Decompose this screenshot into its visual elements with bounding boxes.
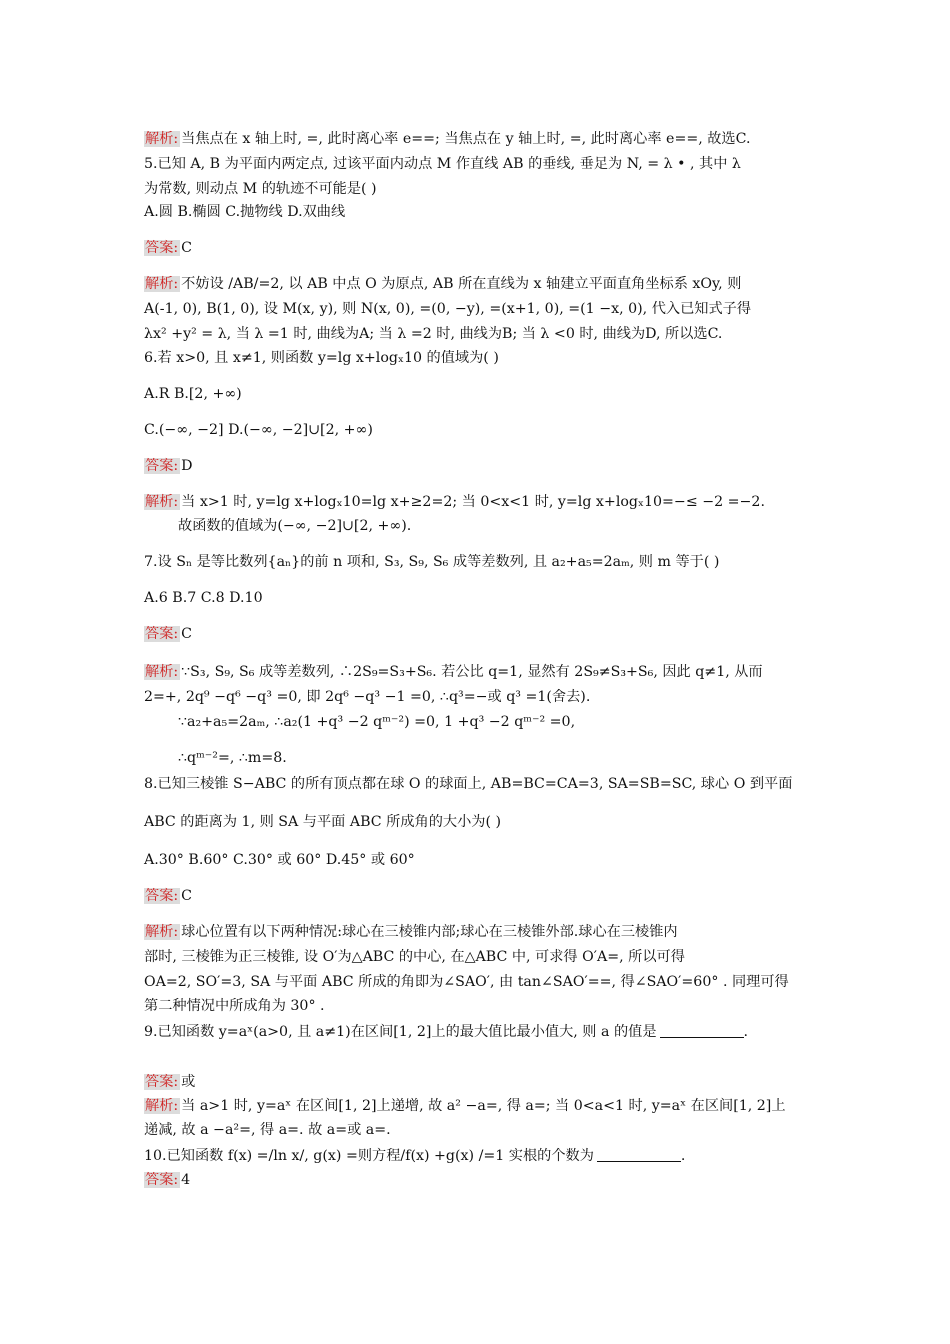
- answer-label: 答案:: [145, 240, 179, 256]
- text: C: [181, 888, 193, 904]
- fill-in-blank: [660, 1023, 744, 1038]
- text: ∵S₃, S₉, S₆ 成等差数列, ∴2S₉=S₃+S₆. 若公比 q=1, 显然有 2S₉≠S₃+S₆, 因此 q≠1, 从而: [181, 664, 763, 680]
- text: 4: [181, 1172, 191, 1188]
- text: 或: [181, 1074, 196, 1090]
- answer-line-q7: [144, 624, 192, 644]
- question-8-options: [144, 850, 415, 870]
- text: 为常数, 则动点 M 的轨迹不可能是( ): [144, 181, 377, 197]
- text: 故函数的值域为(−∞, −2]∪[2, +∞).: [178, 518, 412, 534]
- question-5-stem: [144, 154, 741, 174]
- text: 部时, 三棱锥为正三棱锥, 设 O′为△ABC 的中心, 在△ABC 中, 可求得 O′A=, 所以可得: [144, 949, 685, 965]
- text: A.R B.[2, +∞): [144, 386, 242, 402]
- analysis-q6-cont: [178, 516, 411, 536]
- analysis-q8-cont-1: [144, 947, 685, 967]
- text: 5.已知 A, B 为平面内两定点, 过该平面内动点 M 作直线 AB 的垂线, 垂足为 N, = λ • , 其中 λ: [144, 156, 741, 172]
- analysis-q7-cont-2: [178, 712, 575, 732]
- analysis-q5-cont-1: [144, 299, 751, 319]
- answer-line-q5: [144, 238, 192, 258]
- question-6-options-ab: [144, 384, 242, 404]
- question-5-options: [144, 202, 345, 222]
- text: ∴qᵐ⁻²=, ∴m=8.: [178, 750, 287, 766]
- analysis-q7-cont-1: [144, 687, 590, 707]
- analysis-q8-cont-2: [144, 972, 789, 992]
- analysis-q7-cont-3: [178, 748, 287, 768]
- answer-label: 答案:: [145, 1172, 179, 1188]
- text: A.30° B.60° C.30° 或 60° D.45° 或 60°: [144, 852, 415, 868]
- question-9-stem: [144, 1022, 748, 1042]
- answer-line-q8: [144, 886, 192, 906]
- text: C: [181, 626, 193, 642]
- fill-in-blank: [597, 1147, 681, 1162]
- answer-line-q10: [144, 1170, 190, 1190]
- analysis-line-q5: [144, 274, 741, 294]
- text: 9.已知函数 y=aˣ(a>0, 且 a≠1)在区间[1, 2]上的最大值比最小值大, 则 a 的值是: [144, 1024, 657, 1040]
- text: A(-1, 0), B(1, 0), 设 M(x, y), 则 N(x, 0), =(0, −y), =(x+1, 0), =(1 −x, 0), 代入已知式子得: [144, 301, 752, 317]
- analysis-line-q7: [144, 662, 763, 682]
- analysis-line-q9: [144, 1096, 786, 1116]
- text: OA=2, SO′=3, SA 与平面 ABC 所成的角即为∠SAO′, 由 tan∠SAO′==, 得∠SAO′=60° . 同理可得: [144, 974, 789, 990]
- text: C: [181, 240, 193, 256]
- text: 6.若 x>0, 且 x≠1, 则函数 y=lg x+logₓ10 的值域为( ): [144, 350, 499, 366]
- text: λx² +y² = λ, 当 λ =1 时, 曲线为A; 当 λ =2 时, 曲线为B; 当 λ <0 时, 曲线为D, 所以选C.: [144, 326, 723, 342]
- analysis-q9-cont: [144, 1120, 391, 1140]
- text: 2=+, 2q⁹ −q⁶ −q³ =0, 即 2q⁶ −q³ −1 =0, ∴q³=−或 q³ =1(舍去).: [144, 689, 591, 705]
- analysis-label: 解析:: [145, 1098, 179, 1114]
- text: 当焦点在 x 轴上时, =, 此时离心率 e==; 当焦点在 y 轴上时, =, 此时离心率 e==, 故选C.: [181, 131, 751, 147]
- question-6-stem: [144, 348, 499, 368]
- answer-label: 答案:: [145, 626, 179, 642]
- text: ABC 的距离为 1, 则 SA 与平面 ABC 所成角的大小为( ): [144, 814, 502, 830]
- analysis-line-q6: [144, 492, 765, 512]
- text: 当 a>1 时, y=aˣ 在区间[1, 2]上递增, 故 a² −a=, 得 a=; 当 0<a<1 时, y=aˣ 在区间[1, 2]上: [181, 1098, 786, 1114]
- analysis-label: 解析:: [145, 664, 179, 680]
- question-8-stem-cont: [144, 812, 501, 832]
- analysis-label: 解析:: [145, 131, 179, 147]
- analysis-q5-cont-2: [144, 324, 722, 344]
- analysis-label: 解析:: [145, 494, 179, 510]
- text: C.(−∞, −2] D.(−∞, −2]∪[2, +∞): [144, 422, 373, 438]
- analysis-q8-cont-3: [144, 996, 325, 1016]
- text: 球心位置有以下两种情况:球心在三棱锥内部;球心在三棱锥外部.球心在三棱锥内: [181, 924, 678, 940]
- answer-label: 答案:: [145, 888, 179, 904]
- question-7-options: [144, 588, 263, 608]
- analysis-label: 解析:: [145, 276, 179, 292]
- text: ∵a₂+a₅=2aₘ, ∴a₂(1 +q³ −2 qᵐ⁻²) =0, 1 +q³ −2 qᵐ⁻² =0,: [178, 714, 576, 730]
- text: 当 x>1 时, y=lg x+logₓ10=lg x+≥2=2; 当 0<x<1 时, y=lg x+logₓ10=−≤ −2 =−2.: [181, 494, 765, 510]
- question-10-stem: [144, 1146, 685, 1166]
- answer-line-q6: [144, 456, 193, 476]
- question-8-stem: [144, 774, 792, 794]
- text: 递减, 故 a −a²=, 得 a=. 故 a=或 a=.: [144, 1122, 391, 1138]
- text: 不妨设 /AB/=2, 以 AB 中点 O 为原点, AB 所在直线为 x 轴建立平面直角坐标系 xOy, 则: [181, 276, 742, 292]
- question-5-stem-cont: [144, 179, 377, 199]
- answer-label: 答案:: [145, 458, 179, 474]
- text: A.6 B.7 C.8 D.10: [144, 590, 263, 606]
- text: 10.已知函数 f(x) =/ln x/, g(x) =则方程/f(x) +g(x) /=1 实根的个数为: [144, 1148, 594, 1164]
- analysis-line-q4: [144, 129, 750, 149]
- answer-line-q9: [144, 1072, 195, 1092]
- text: D: [181, 458, 193, 474]
- question-7-stem: [144, 552, 719, 572]
- text: 第二种情况中所成角为 30° .: [144, 998, 325, 1014]
- text: A.圆 B.椭圆 C.抛物线 D.双曲线: [144, 204, 346, 220]
- analysis-line-q8: [144, 922, 678, 942]
- text: 8.已知三棱锥 S−ABC 的所有顶点都在球 O 的球面上, AB=BC=CA=3, SA=SB=SC, 球心 O 到平面: [144, 776, 793, 792]
- question-6-options-cd: [144, 420, 373, 440]
- text-after: .: [680, 1148, 686, 1164]
- analysis-label: 解析:: [145, 924, 179, 940]
- text-after: .: [743, 1024, 749, 1040]
- text: 7.设 Sₙ 是等比数列{aₙ}的前 n 项和, S₃, S₉, S₆ 成等差数列, 且 a₂+a₅=2aₘ, 则 m 等于( ): [144, 554, 720, 570]
- answer-label: 答案:: [145, 1074, 179, 1090]
